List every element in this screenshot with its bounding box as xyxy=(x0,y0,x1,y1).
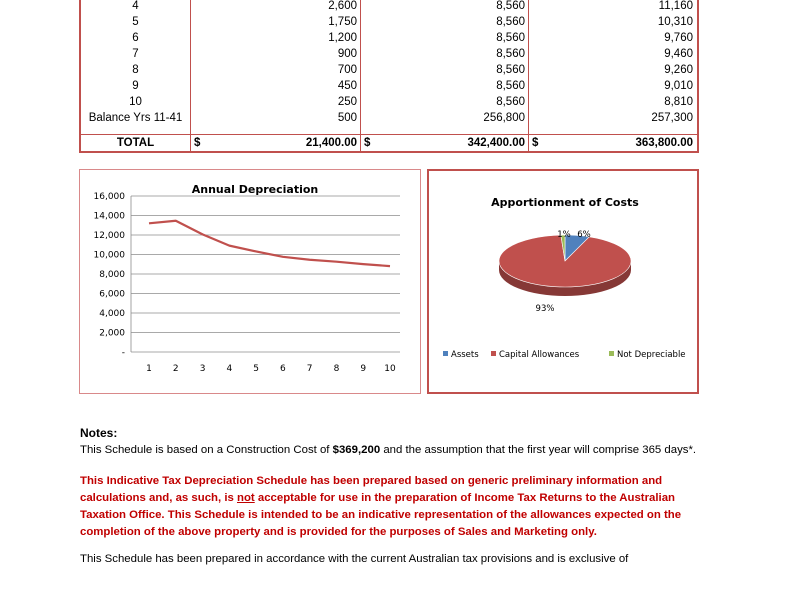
note-text: and the assumption that the first year will comprise 365 days*. xyxy=(380,444,697,456)
apportionment-chart-panel xyxy=(427,169,699,394)
series-line xyxy=(149,221,390,266)
y-tick-label: - xyxy=(121,348,125,358)
x-tick-label: 9 xyxy=(360,364,367,374)
construction-cost-amount: $369,200 xyxy=(332,444,381,456)
y-tick-label: 16,000 xyxy=(93,192,125,202)
schedule-rows xyxy=(81,0,697,126)
x-tick-label: 3 xyxy=(199,364,206,374)
x-tick-label: 6 xyxy=(280,364,286,374)
total-col3-value: 363,800.00 xyxy=(635,137,693,149)
row-col1: 250 xyxy=(191,94,361,110)
y-tick-label: 2,000 xyxy=(99,328,125,339)
row-col1: 1,750 xyxy=(191,14,361,30)
total-row xyxy=(81,134,697,151)
annual-depreciation-chart-panel xyxy=(79,169,421,394)
row-year: 9 xyxy=(81,78,191,94)
row-year: 10 xyxy=(81,94,191,110)
row-year: 7 xyxy=(81,46,191,62)
table-row xyxy=(81,94,697,110)
legend-label: Not Depreciable xyxy=(617,350,686,360)
note-text: This Schedule is based on a Construction Cost of xyxy=(80,444,333,456)
row-col1: 500 xyxy=(191,110,361,126)
y-tick-label: 14,000 xyxy=(93,211,125,222)
currency-symbol: $ xyxy=(194,137,201,149)
row-col3: 9,260 xyxy=(664,64,693,76)
y-tick-label: 8,000 xyxy=(99,270,125,280)
x-tick-label: 4 xyxy=(226,364,233,374)
row-col2: 256,800 xyxy=(361,110,529,126)
chart-title: Apportionment of Costs xyxy=(491,196,639,209)
tax-provisions-note: This Schedule has been prepared in accordance with the current Australian tax provisions and is exclusive of xyxy=(80,553,629,565)
pie-data-label: 6% xyxy=(577,230,591,240)
x-tick-label: 7 xyxy=(306,364,313,374)
total-col3 xyxy=(529,135,697,151)
x-tick-label: 5 xyxy=(253,364,259,374)
row-col2: 8,560 xyxy=(361,46,529,62)
y-tick-label: 4,000 xyxy=(99,309,125,319)
table-row xyxy=(81,110,697,126)
row-col2: 8,560 xyxy=(361,0,529,14)
row-col1: 700 xyxy=(191,62,361,78)
depreciation-schedule-table xyxy=(79,0,699,153)
y-tick-label: 12,000 xyxy=(93,231,125,241)
row-year: 5 xyxy=(81,14,191,30)
disclaimer-text: acceptable for use in the preparation of Income Tax Returns to the Australian Taxation Office. This Schedule is intended to be an indicative representation of the allowances expected on the completion of the above property and is provided for the purposes of Sales and Marketing only. xyxy=(80,492,682,538)
total-col1 xyxy=(191,135,361,151)
disclaimer-emphasis: not xyxy=(237,492,255,504)
row-col2: 8,560 xyxy=(361,30,529,46)
row-col3: 9,760 xyxy=(664,32,693,44)
row-col3: 257,300 xyxy=(651,112,693,124)
pie-data-label: 1% xyxy=(557,230,571,240)
construction-cost-note xyxy=(80,442,700,459)
legend-swatch xyxy=(609,351,614,356)
x-tick-label: 10 xyxy=(384,364,396,374)
row-col2: 8,560 xyxy=(361,62,529,78)
row-col1: 2,600 xyxy=(191,0,361,14)
table-row xyxy=(81,78,697,94)
total-col1-value: 21,400.00 xyxy=(305,137,357,149)
annual-depreciation-chart xyxy=(80,170,419,392)
table-row xyxy=(81,0,697,14)
currency-symbol: $ xyxy=(364,137,371,149)
row-col1: 900 xyxy=(191,46,361,62)
y-tick-label: 10,000 xyxy=(93,250,125,261)
row-col3: 11,160 xyxy=(658,0,693,12)
table-spacer xyxy=(81,126,697,134)
row-col3: 10,310 xyxy=(657,16,693,28)
disclaimer-text: This Indicative Tax Depreciation Schedule has been prepared based on generic preliminary information and calculations and, as such, is xyxy=(80,475,663,504)
notes-heading: Notes: xyxy=(80,426,118,440)
row-year: 8 xyxy=(81,62,191,78)
row-col2: 8,560 xyxy=(361,94,529,110)
x-tick-label: 1 xyxy=(146,364,152,374)
notes-section xyxy=(80,425,700,568)
row-col2: 8,560 xyxy=(361,78,529,94)
apportionment-pie-chart xyxy=(429,171,697,392)
chart-title: Annual Depreciation xyxy=(191,183,319,196)
total-label: TOTAL xyxy=(81,135,191,151)
row-col2: 8,560 xyxy=(361,14,529,30)
row-col1: 450 xyxy=(191,78,361,94)
table-row xyxy=(81,62,697,78)
row-col3: 9,460 xyxy=(664,48,693,60)
legend-label: Capital Allowances xyxy=(499,350,580,360)
total-col2-value: 342,400.00 xyxy=(467,137,525,149)
legend-label: Assets xyxy=(451,350,479,360)
pie-data-label: 93% xyxy=(535,304,555,314)
row-col3: 9,010 xyxy=(664,80,693,92)
row-year: 4 xyxy=(81,0,191,14)
disclaimer-note xyxy=(80,473,700,541)
row-col3: 8,810 xyxy=(664,96,693,108)
currency-symbol: $ xyxy=(532,137,539,149)
y-tick-label: 6,000 xyxy=(99,289,125,300)
x-tick-label: 8 xyxy=(333,364,340,374)
row-col1: 1,200 xyxy=(191,30,361,46)
table-row xyxy=(81,14,697,30)
row-year: 6 xyxy=(81,30,191,46)
legend-swatch xyxy=(491,351,496,356)
total-col2 xyxy=(361,135,529,151)
table-row xyxy=(81,46,697,62)
legend-swatch xyxy=(443,351,448,356)
row-year: Balance Yrs 11-41 xyxy=(81,110,191,126)
table-row xyxy=(81,30,697,46)
x-tick-label: 2 xyxy=(172,364,179,374)
